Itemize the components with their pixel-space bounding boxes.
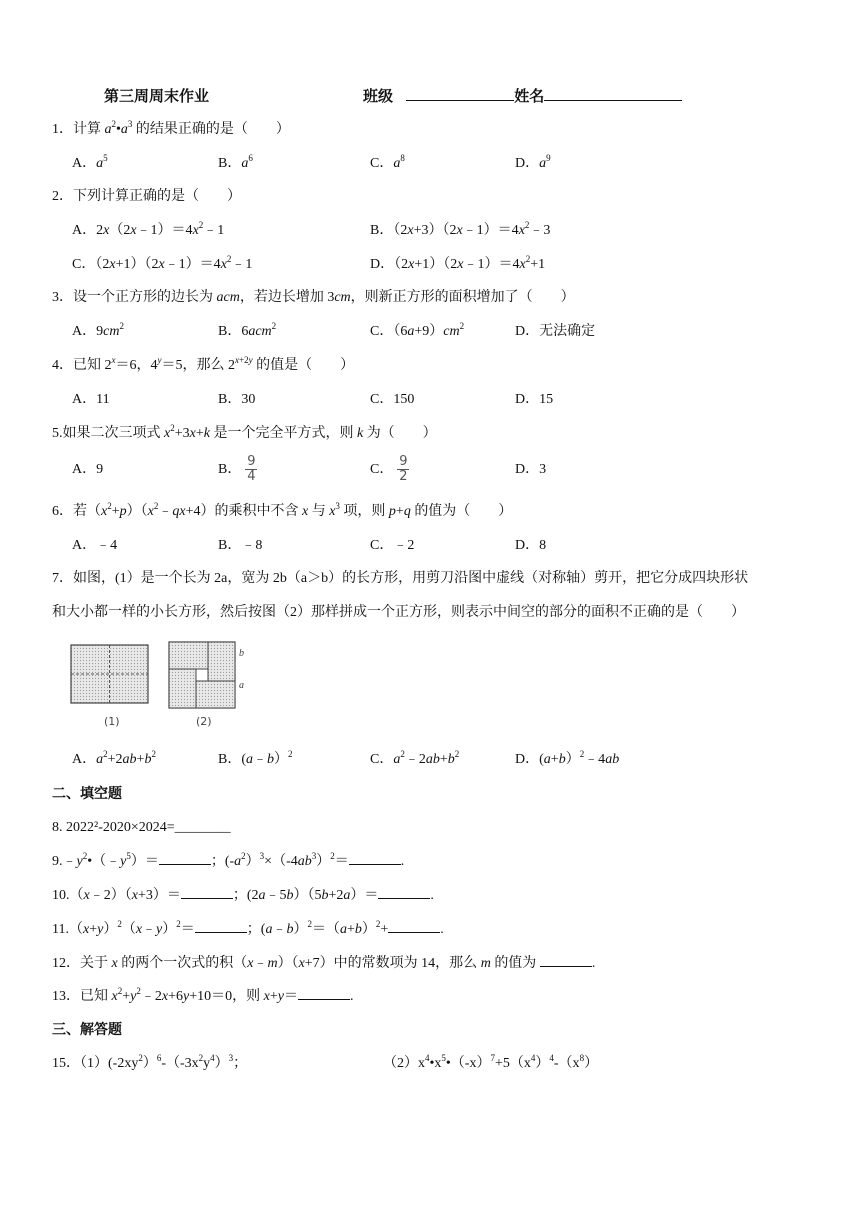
q9-blank-1[interactable] [159,852,211,865]
question-7-line1: 7．如图，(1）是一个长为 2a，宽为 2b（a＞b）的长方形，用剪刀沿图中虚线（对称轴）剪开，把它分成四块形状 [52,571,749,586]
question-3-stem: 3．设一个正方形的边长为 acm，若边长增加 3cm，则新正方形的面积增加了（ ） [52,290,575,305]
figure-2-square [168,641,240,709]
q5-option-c[interactable]: C． $\frac{9}{2}$ [370,454,408,485]
q6-option-d[interactable]: D．8 [515,538,547,553]
q3-option-c[interactable]: C．$(6a+9)cm^2$ [370,321,465,339]
q10-blank-2[interactable] [378,886,430,899]
figure-2-label-a: a [239,680,244,691]
name-label: 姓名 [514,87,545,105]
q7-option-d[interactable]: D．(a+b）$^2$﹣4ab [515,749,620,767]
q6-option-a[interactable]: A．﹣4 [72,538,118,553]
class-field [363,86,682,106]
q7-option-a[interactable]: A．$a^2+2ab+b^2$ [72,749,156,767]
question-6-stem: 6．若$(x^2+p)(x^2﹣qx+4)$的乘积中不含 x 与 $x^3$ 项，则 p+q 的值为（ ） [52,501,513,519]
q3-option-b[interactable]: B．6acm$^2$ [218,321,277,339]
q12-blank[interactable] [540,954,592,967]
question-11: $11.(x+y)^2(x﹣y)^2=$ ；$(a﹣b)^2=(a+b)^2+$ . [52,919,444,937]
q5-option-a[interactable]: A．9 [72,462,104,477]
q13-blank[interactable] [298,987,350,1000]
q5-option-d[interactable]: D．3 [515,462,547,477]
q1-option-c[interactable]: C．$a^8$ [370,153,405,171]
q2-option-c[interactable]: C．$(2x+1)(2x﹣1)=4x^2﹣1$ [72,254,253,272]
q7-option-c[interactable]: C．$a^2﹣2ab+b^2$ [370,749,460,767]
q2-option-b[interactable]: B．$(2x+3)(2x﹣1)=4x^2﹣3$ [370,220,551,238]
question-7-line2: 和大小都一样的小长方形，然后按图（2）那样拼成一个正方形，则表示中间空的部分的面积不正确的是（ ） [52,605,745,620]
q4-option-b[interactable]: B．30 [218,392,256,407]
page-title: 第三周周末作业 [104,87,210,105]
q3-option-a[interactable]: A．$9cm^2$ [72,321,124,339]
q1-option-d[interactable]: D．$a^9$ [515,153,551,171]
question-10: 10.（x﹣2）（x+3）＝ ；(2a﹣5b）（5b+2a）＝ . [52,888,434,903]
question-5-stem: 5.如果二次三项式 $x^2+3x+k$ 是一个完全平方式，则 k 为（ ） [52,423,437,441]
q11-blank-1[interactable] [195,920,247,933]
question-13: 13．已知 $x^2+y^2﹣2x+6y+10=0$，则 x+y＝ . [52,986,354,1004]
name-blank[interactable] [544,86,682,101]
question-2-stem: 2．下列计算正确的是（ ） [52,189,241,204]
section-solve-title: 三、解答题 [52,1022,122,1038]
fraction-9-2: $\frac{9}{2}$ [399,454,408,485]
fraction-9-4: $\frac{9}{4}$ [247,454,256,485]
q2-option-d[interactable]: D．$(2x+1)(2x﹣1)=4x^2+1$ [370,254,546,272]
question-1-stem: 1．计算 $a^2•a^3$ 的结果正确的是（ ） [52,119,290,137]
q10-blank-1[interactable] [181,886,233,899]
class-label: 班级 [363,87,394,105]
question-9: $9.﹣y^2•(﹣y^5)=$ ；$(-a^2)^3\times(-4ab^3)^2=$ . [52,851,405,869]
q11-blank-2[interactable] [388,920,440,933]
q9-blank-2[interactable] [349,852,401,865]
q1-option-b[interactable]: B．$a^6$ [218,153,253,171]
q4-option-c[interactable]: C．150 [370,392,415,407]
question-15-part-1: 15．$(1)(-2xy^2)^6-(-3x^2y^4)^3$； [52,1053,248,1071]
question-12: 12．关于 x 的两个一次式的积（x﹣m）（x+7）中的常数项为 14，那么 m 的值为 . [52,956,596,971]
figure-2-label-b: b [239,648,244,659]
question-15-part-2: $(2)x^4•x^5•(-x)^7+5(x^4)^4-(x^8)$ [383,1053,599,1071]
q4-option-d[interactable]: D．15 [515,392,554,407]
q6-option-b[interactable]: B．﹣8 [218,538,263,553]
q3-option-d[interactable]: D．无法确定 [515,324,596,339]
figure-1-rectangle [70,644,150,706]
question-4-stem: 4．已知 $2^x=6$，$4^y=5$，那么 $2^{x+2y}$ 的值是（ ） [52,355,355,373]
section-fill-in-title: 二、填空题 [52,786,122,802]
question-8: 8. 2022²-2020×2024=________ [52,820,231,835]
class-blank[interactable] [406,86,514,101]
q4-option-a[interactable]: A．11 [72,392,110,407]
figure-1-label: (1) [104,715,120,728]
q1-option-a[interactable]: A．$a^5$ [72,153,108,171]
q6-option-c[interactable]: C．﹣2 [370,538,415,553]
figure-2-label: (2) [196,715,212,728]
q5-option-b[interactable]: B． $\frac{9}{4}$ [218,454,256,485]
q7-option-b[interactable]: B．(a﹣b）$^2$ [218,749,293,767]
q2-option-a[interactable]: A．$2x(2x﹣1)=4x^2﹣1$ [72,220,225,238]
